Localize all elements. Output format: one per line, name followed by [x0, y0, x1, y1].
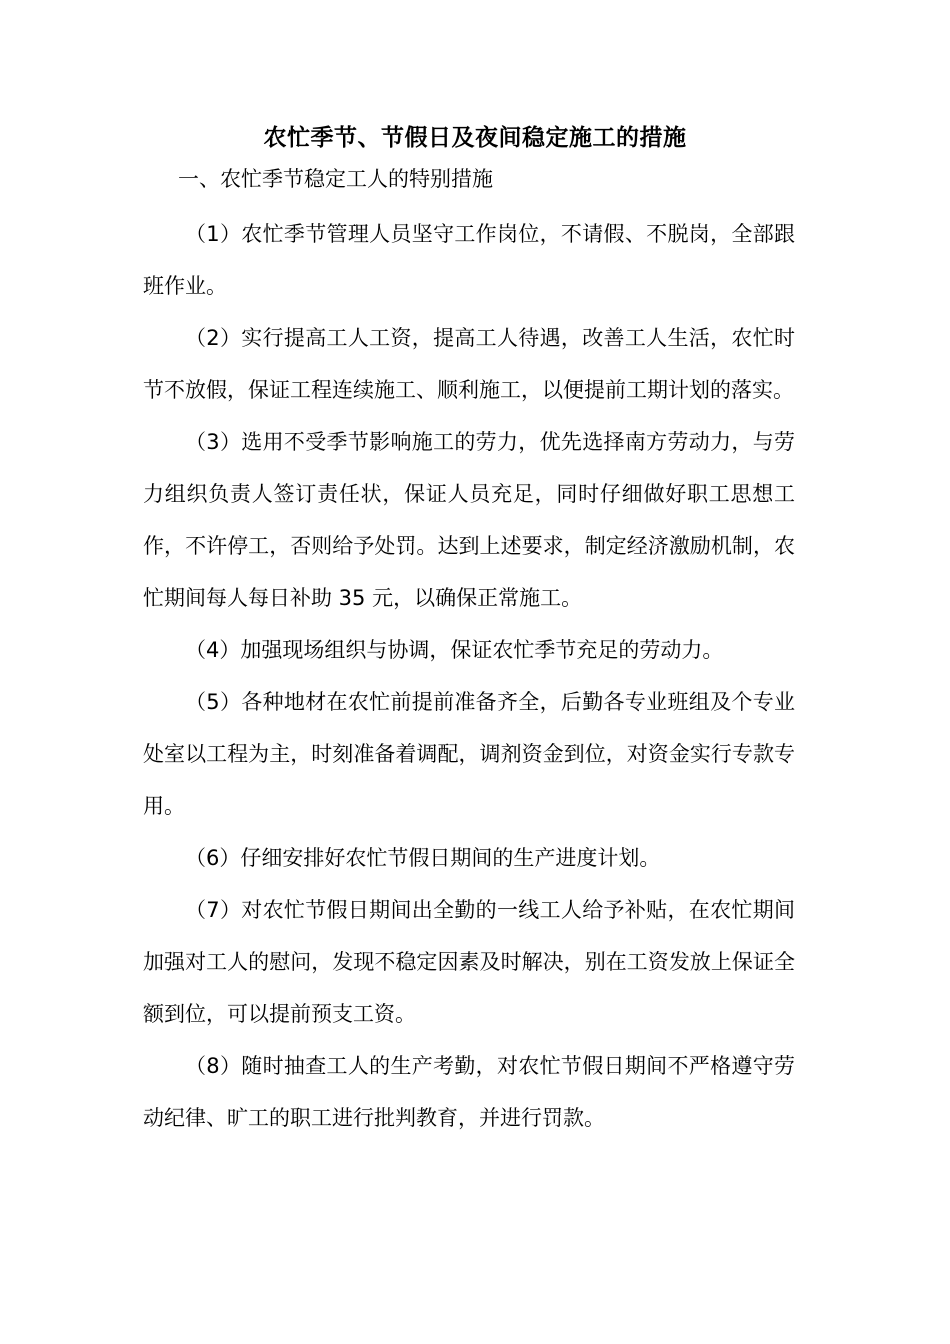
paragraph-2: （2）实行提高工人工资，提高工人待遇，改善工人生活，农忙时节不放假，保证工程连续施工、顺利施工，以便提前工期计划的落实。 — [143, 326, 795, 402]
paragraph-8: （8）随时抽查工人的生产考勤，对农忙节假日期间不严格遵守劳动纪律、旷工的职工进行批判教育，并进行罚款。 — [143, 1054, 795, 1130]
paragraph-5: （5）各种地材在农忙前提前准备齐全，后勤各专业班组及个专业处室以工程为主，时刻准备着调配，调剂资金到位，对资金实行专款专用。 — [143, 690, 795, 818]
paragraph-7: （7）对农忙节假日期间出全勤的一线工人给予补贴，在农忙期间加强对工人的慰问，发现不稳定因素及时解决，别在工资发放上保证全额到位，可以提前预支工资。 — [143, 898, 795, 1026]
document-title: 农忙季节、节假日及夜间稳定施工的措施 — [263, 124, 687, 151]
paragraph-6: （6）仔细安排好农忙节假日期间的生产进度计划。 — [185, 846, 661, 870]
paragraph-3: （3）选用不受季节影响施工的劳力，优先选择南方劳动力，与劳力组织负责人签订责任状，保证人员充足，同时仔细做好职工思想工作，不许停工，否则给予处罚。达到上述要求，制定经济激励机制，农忙期间每人每日补助 35 元，以确保正常施工。 — [143, 430, 795, 610]
section-heading: 一、农忙季节稳定工人的特别措施 — [178, 167, 493, 191]
paragraph-1: （1）农忙季节管理人员坚守工作岗位，不请假、不脱岗，全部跟班作业。 — [143, 222, 795, 298]
document-body — [143, 208, 795, 1144]
paragraph-4: （4）加强现场组织与协调，保证农忙季节充足的劳动力。 — [185, 638, 724, 662]
